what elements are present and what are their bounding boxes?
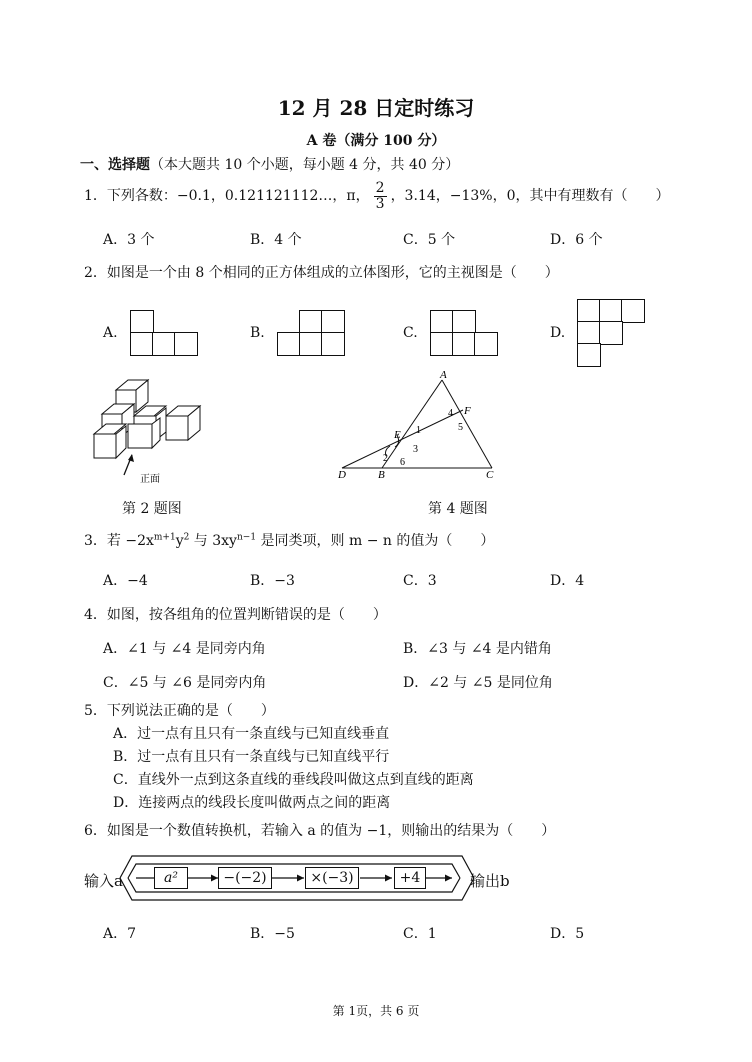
- q2-option-d: D.: [550, 325, 566, 341]
- converter-output: 输出b: [470, 872, 510, 890]
- q3-exp-2: 2: [183, 532, 190, 543]
- q1-option-c: C．5 个: [403, 232, 456, 248]
- q3-option-a: A．−4: [103, 573, 148, 589]
- q3-mid-2: 与 3xy: [189, 533, 237, 549]
- q5-stem: 5．下列说法正确的是（ ）: [84, 703, 275, 719]
- q2-stem: 2．如图是一个由 8 个相同的正方体组成的立体图形，它的主视图是（ ）: [84, 265, 559, 281]
- angle-5: 5: [458, 422, 463, 433]
- q2-option-c: C.: [403, 325, 418, 341]
- q1-option-b: B．4 个: [250, 232, 302, 248]
- q3-mid-1: y: [175, 533, 184, 549]
- q6-option-c: C．1: [403, 926, 437, 942]
- angle-2: 2: [383, 453, 388, 464]
- q2-option-b: B.: [250, 325, 265, 341]
- label-B: B: [378, 469, 385, 480]
- q5-option-d: D．连接两点的线段长度叫做两点之间的距离: [113, 795, 391, 811]
- q3-stem-b: 是同类项，则 m − n 的值为（ ）: [256, 533, 495, 549]
- section-heading: [80, 154, 459, 174]
- q1-frac-num: 2: [375, 180, 385, 196]
- op-square: a²: [154, 867, 188, 889]
- label-D: D: [338, 469, 346, 480]
- q1-fraction: [374, 181, 387, 211]
- label-C: C: [486, 469, 494, 480]
- q1-frac-den: 3: [375, 195, 385, 212]
- q1-option-a: A．3 个: [103, 232, 155, 248]
- angle-4: 4: [448, 408, 453, 419]
- q2-option-a: A.: [103, 325, 118, 341]
- q1-option-d: D．6 个: [550, 232, 603, 248]
- q5-option-a: A．过一点有且只有一条直线与已知直线垂直: [113, 726, 390, 742]
- op-multiply-neg3: ×(−3): [305, 867, 359, 889]
- page-footer: 第 1页，共 6 页: [332, 1004, 420, 1018]
- q1-stem-a: 1．下列各数：−0.1，0.121121112…，π，: [84, 188, 370, 205]
- op-subtract-neg2: −(−2): [218, 867, 272, 889]
- q3-option-c: C．3: [403, 573, 437, 589]
- q6-option-a: A．7: [103, 926, 137, 942]
- angle-1: 1: [416, 425, 421, 436]
- q3-stem: [84, 530, 494, 550]
- q4-option-a: A．∠1 与 ∠4 是同旁内角: [103, 641, 266, 657]
- q4-triangle-figure: [330, 366, 510, 480]
- q3-exp-3: n−1: [236, 532, 257, 543]
- label-F: F: [464, 405, 471, 417]
- front-label: 正面: [140, 474, 160, 485]
- fig2-caption: 第 2 题图: [122, 501, 182, 517]
- q6-stem: 6．如图是一个数值转换机，若输入 a 的值为 −1，则输出的结果为（ ）: [84, 823, 556, 839]
- q4-option-c: C．∠5 与 ∠6 是同旁内角: [103, 675, 267, 691]
- page-title: 12 月 28 日定时练习: [277, 96, 475, 120]
- q5-option-b: B．过一点有且只有一条直线与已知直线平行: [113, 749, 390, 765]
- q3-option-b: B．−3: [250, 573, 295, 589]
- angle-6: 6: [400, 457, 405, 468]
- label-E: E: [394, 429, 401, 441]
- fig4-caption: 第 4 题图: [428, 501, 488, 517]
- q1-stem: [84, 181, 670, 211]
- q1-stem-b: ，3.14，−13%，0，其中有理数有（ ）: [390, 188, 670, 205]
- page-subtitle: A 卷（满分 100 分）: [306, 133, 446, 149]
- section-note: （本大题共 10 个小题，每小题 4 分，共 40 分）: [150, 157, 460, 173]
- op-add-4: +4: [394, 867, 426, 889]
- label-A: A: [440, 369, 447, 381]
- q3-option-d: D．4: [550, 573, 585, 589]
- angle-3: 3: [413, 444, 418, 455]
- q6-option-d: D．5: [550, 926, 585, 942]
- q6-option-b: B．−5: [250, 926, 295, 942]
- q2-cube-figure: [88, 376, 218, 488]
- q4-stem: 4．如图，按各组角的位置判断错误的是（ ）: [84, 607, 387, 623]
- q5-option-c: C．直线外一点到这条直线的垂线段叫做这点到直线的距离: [113, 772, 474, 788]
- q3-stem-a: 3．若 −2x: [84, 533, 154, 549]
- converter-input: 输入a: [84, 872, 123, 890]
- q4-option-d: D．∠2 与 ∠5 是同位角: [403, 675, 553, 691]
- q3-exp-1: m+1: [153, 532, 176, 543]
- section-label: 一、选择题: [80, 157, 150, 173]
- q4-option-b: B．∠3 与 ∠4 是内错角: [403, 641, 552, 657]
